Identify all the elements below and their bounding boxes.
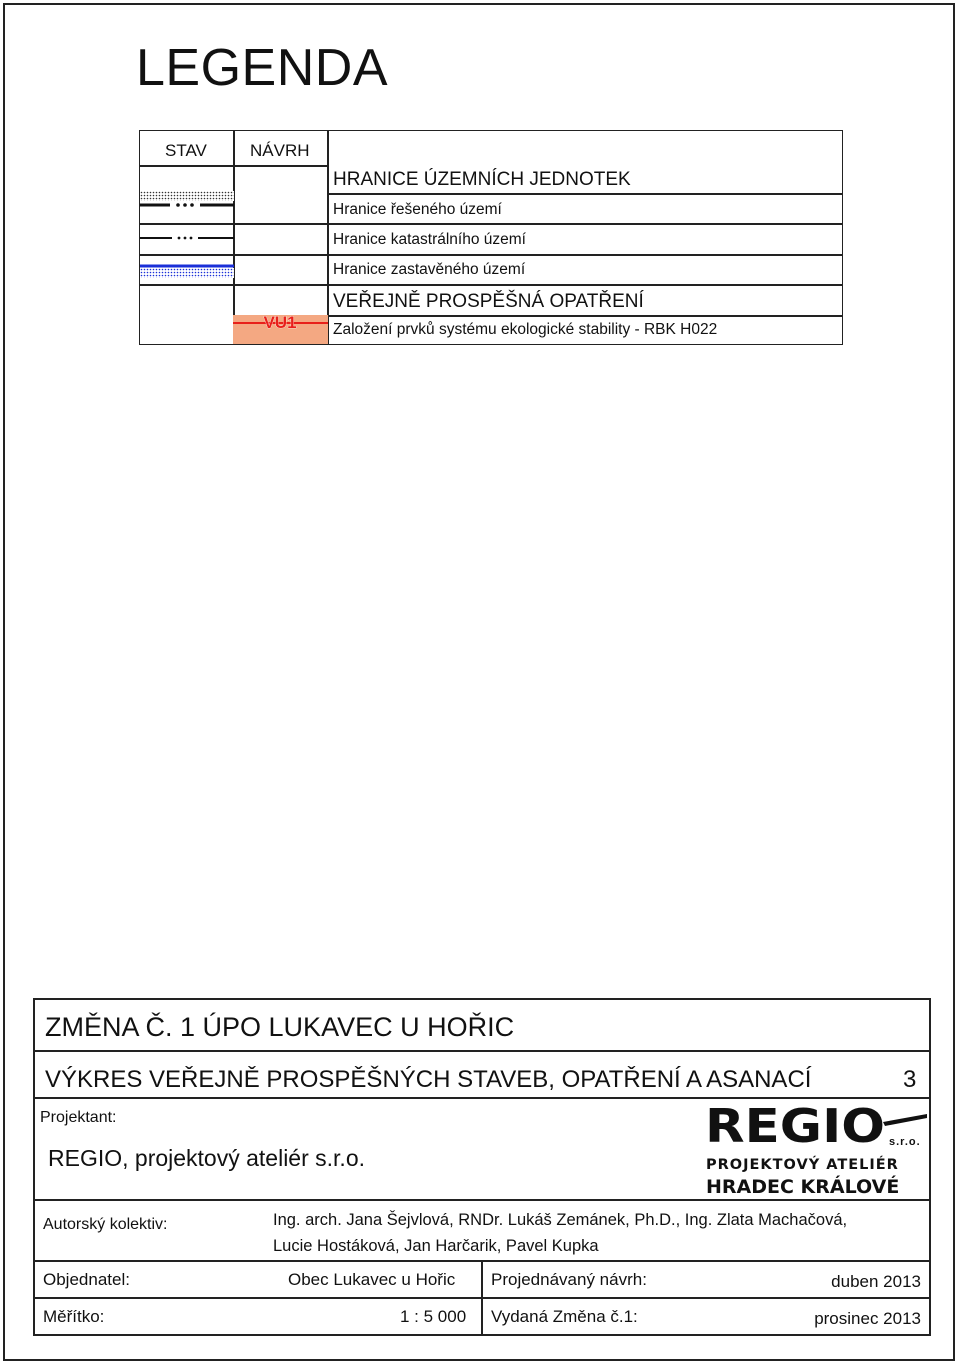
legend-section-heading: HRANICE ÚZEMNÍCH JEDNOTEK (333, 169, 631, 190)
legend-item-label: Hranice řešeného území (333, 201, 502, 218)
legend-divider (327, 315, 842, 317)
legend-divider (140, 254, 842, 256)
drawing-number: 3 (903, 1066, 917, 1093)
legend-col-divider-2 (327, 131, 329, 344)
vu1-code: VU1 (263, 315, 297, 332)
client-label: Objednatel: (43, 1270, 130, 1289)
issued-date: prosinec 2013 (814, 1309, 921, 1328)
legend-divider (233, 165, 328, 167)
title-block-divider (35, 1199, 929, 1201)
legend-item-label: Hranice zastavěného území (333, 261, 526, 278)
legend-col-stav: STAV (165, 141, 207, 160)
legend-title: LEGENDA (136, 39, 389, 97)
legend-section-heading: VEŘEJNĚ PROSPĚŠNÁ OPATŘENÍ (333, 291, 644, 312)
logo-line2: HRADEC KRÁLOVÉ (706, 1176, 900, 1198)
scale-value: 1 : 5 000 (400, 1307, 467, 1326)
authors-label: Autorský kolektiv: (43, 1216, 168, 1233)
title-block (33, 998, 931, 1336)
regio-logo (705, 1102, 927, 1198)
legend-item-label: Hranice katastrálního území (333, 231, 526, 248)
legend-divider (140, 165, 234, 167)
legend-divider (327, 193, 842, 195)
boundary-built-up-icon (140, 262, 234, 282)
legend-table (139, 130, 843, 345)
vu1-icon (233, 315, 328, 344)
issued-label: Vydaná Změna č.1: (491, 1307, 638, 1326)
boundary-cadastral-icon (140, 231, 234, 245)
legend-item-label: Založení prvků systému ekologické stability - RBK H022 (333, 321, 718, 338)
scale-label: Měřítko: (43, 1307, 105, 1326)
negotiated-date: duben 2013 (831, 1272, 921, 1291)
title-block-divider (35, 1097, 929, 1099)
negotiated-label: Projednávaný návrh: (491, 1270, 647, 1289)
boundary-solved-area-icon (140, 191, 234, 211)
title-block-divider (35, 1050, 929, 1052)
projektant-name: REGIO, projektový ateliér s.r.o. (48, 1145, 366, 1171)
client-value: Obec Lukavec u Hořic (288, 1270, 456, 1289)
authors-line-1: Ing. arch. Jana Šejvlová, RNDr. Lukáš Zemánek, Ph.D., Ing. Zlata Machačová, (273, 1211, 848, 1229)
legend-divider (140, 284, 842, 286)
logo-line1: PROJEKTOVÝ ATELIÉR (706, 1157, 899, 1173)
authors-line-2: Lucie Hostáková, Jan Harčarik, Pavel Kupka (273, 1237, 599, 1255)
title-block-col-divider (481, 1260, 483, 1336)
legend-divider (140, 223, 842, 225)
logo-suffix: s.r.o. (889, 1136, 921, 1148)
drawing-title: VÝKRES VEŘEJNĚ PROSPĚŠNÝCH STAVEB, OPATŘENÍ A ASANACÍ (45, 1066, 812, 1093)
legend-col-navrh: NÁVRH (250, 141, 310, 160)
change-title: ZMĚNA Č. 1 ÚPO LUKAVEC U HOŘIC (45, 1012, 515, 1042)
logo-word: REGIO (705, 1102, 885, 1146)
projektant-label: Projektant: (40, 1109, 117, 1126)
